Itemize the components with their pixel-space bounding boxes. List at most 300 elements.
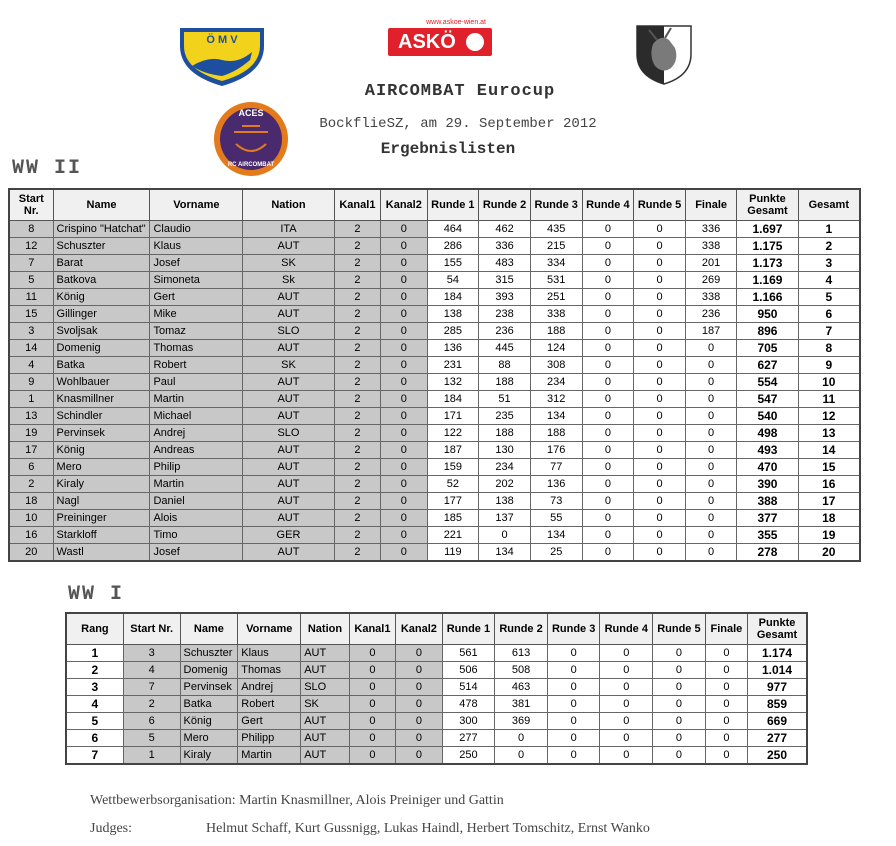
table-cell: AUT: [243, 510, 334, 527]
table-cell: 0: [547, 713, 600, 730]
table-cell: König: [53, 289, 150, 306]
table-row: [9, 510, 860, 527]
table-cell: 1.697: [737, 221, 798, 238]
table-cell: 251: [530, 289, 582, 306]
table-cell: 1: [66, 645, 123, 662]
oemv-logo: [178, 26, 266, 88]
table-cell: 0: [634, 510, 686, 527]
table-cell: AUT: [243, 408, 334, 425]
table-cell: 13: [798, 425, 860, 442]
table-cell: 547: [737, 391, 798, 408]
table-row: [66, 713, 807, 730]
table-cell: 0: [634, 357, 686, 374]
table-cell: 390: [737, 476, 798, 493]
table-cell: 2: [334, 272, 380, 289]
table-cell: Domenig: [180, 662, 238, 679]
table-cell: AUT: [243, 289, 334, 306]
table-cell: 338: [685, 289, 736, 306]
table-cell: 977: [748, 679, 807, 696]
col-rang: Rang: [66, 613, 123, 645]
table-cell: 234: [479, 459, 531, 476]
table-cell: Starkloff: [53, 527, 150, 544]
table-cell: 0: [634, 408, 686, 425]
table-cell: 0: [381, 527, 427, 544]
table-cell: 355: [737, 527, 798, 544]
table-cell: 627: [737, 357, 798, 374]
table-cell: 188: [479, 425, 531, 442]
table-cell: 2: [123, 696, 180, 713]
table-cell: 11: [798, 391, 860, 408]
table-cell: 1.174: [748, 645, 807, 662]
table-cell: 0: [685, 340, 736, 357]
table-cell: 0: [653, 662, 706, 679]
table-cell: 2: [334, 289, 380, 306]
ww1-results-table: [65, 612, 808, 765]
table-cell: 8: [9, 221, 53, 238]
table-cell: 201: [685, 255, 736, 272]
table-cell: 25: [530, 544, 582, 562]
table-cell: 0: [653, 645, 706, 662]
table-cell: 514: [442, 679, 495, 696]
table-cell: 221: [427, 527, 479, 544]
table-cell: 0: [381, 510, 427, 527]
col-gesamt: Gesamt: [798, 189, 860, 221]
table-cell: 470: [737, 459, 798, 476]
table-cell: 2: [334, 459, 380, 476]
table-cell: 2: [334, 340, 380, 357]
event-date: BockflieSZ, am 29. September 2012: [319, 116, 597, 132]
table-cell: 136: [427, 340, 479, 357]
table-cell: 2: [334, 476, 380, 493]
table-cell: 17: [9, 442, 53, 459]
table-cell: GER: [243, 527, 334, 544]
table-cell: AUT: [243, 238, 334, 255]
table-row: [9, 459, 860, 476]
table-cell: 4: [123, 662, 180, 679]
table-cell: AUT: [301, 662, 350, 679]
table-cell: 388: [737, 493, 798, 510]
table-cell: 0: [381, 238, 427, 255]
table-cell: 277: [748, 730, 807, 747]
table-cell: 0: [582, 391, 634, 408]
oemv-logo-text: Ö M V: [206, 34, 238, 46]
table-cell: 2: [334, 374, 380, 391]
table-cell: 0: [653, 747, 706, 765]
col-finale: Finale: [705, 613, 747, 645]
table-cell: 950: [737, 306, 798, 323]
table-cell: 0: [396, 730, 442, 747]
table-cell: 0: [495, 747, 548, 765]
table-cell: 0: [600, 696, 653, 713]
table-cell: Martin: [150, 476, 243, 493]
col-punkte-gesamt: Punkte Gesamt: [748, 613, 807, 645]
table-cell: 506: [442, 662, 495, 679]
table-cell: 0: [381, 459, 427, 476]
table-cell: 0: [349, 662, 395, 679]
table-cell: Batka: [180, 696, 238, 713]
table-cell: 531: [530, 272, 582, 289]
table-cell: 0: [381, 442, 427, 459]
table-cell: 0: [547, 696, 600, 713]
table-cell: 0: [634, 374, 686, 391]
table-cell: Knasmillner: [53, 391, 150, 408]
table-cell: 0: [381, 425, 427, 442]
table-cell: 0: [396, 713, 442, 730]
table-cell: 0: [634, 272, 686, 289]
table-cell: 250: [442, 747, 495, 765]
table-cell: Gert: [238, 713, 301, 730]
table-cell: 1.175: [737, 238, 798, 255]
table-row: [66, 730, 807, 747]
table-cell: 0: [381, 476, 427, 493]
table-cell: 0: [685, 544, 736, 562]
table-cell: Mero: [53, 459, 150, 476]
table-cell: 2: [334, 510, 380, 527]
table-cell: Martin: [150, 391, 243, 408]
table-cell: 0: [685, 459, 736, 476]
table-cell: 0: [381, 493, 427, 510]
table-cell: 88: [479, 357, 531, 374]
table-cell: 0: [685, 391, 736, 408]
table-cell: 0: [582, 340, 634, 357]
table-cell: 277: [442, 730, 495, 747]
table-cell: 0: [582, 374, 634, 391]
table-cell: 0: [381, 323, 427, 340]
table-cell: 7: [123, 679, 180, 696]
table-cell: 269: [685, 272, 736, 289]
table-cell: 52: [427, 476, 479, 493]
table-cell: 561: [442, 645, 495, 662]
table-row: [9, 238, 860, 255]
table-cell: 0: [634, 306, 686, 323]
table-row: [9, 476, 860, 493]
table-cell: 9: [798, 357, 860, 374]
table-cell: 0: [381, 357, 427, 374]
table-cell: 2: [334, 221, 380, 238]
table-cell: AUT: [243, 391, 334, 408]
table-cell: 8: [798, 340, 860, 357]
table-cell: 6: [798, 306, 860, 323]
table-cell: 6: [123, 713, 180, 730]
table-cell: 188: [479, 374, 531, 391]
table-cell: 0: [582, 357, 634, 374]
table-cell: 0: [381, 374, 427, 391]
table-cell: 445: [479, 340, 531, 357]
table-cell: Nagl: [53, 493, 150, 510]
table-cell: 300: [442, 713, 495, 730]
table-cell: 0: [685, 493, 736, 510]
table-cell: 4: [798, 272, 860, 289]
col-runde1: Runde 1: [427, 189, 479, 221]
table-cell: 286: [427, 238, 479, 255]
table-cell: 3: [123, 645, 180, 662]
table-cell: 17: [798, 493, 860, 510]
table-cell: SK: [301, 696, 350, 713]
table-cell: Preininger: [53, 510, 150, 527]
table-cell: Svoljsak: [53, 323, 150, 340]
table-cell: 0: [634, 238, 686, 255]
table-cell: 0: [600, 730, 653, 747]
col-runde5: Runde 5: [634, 189, 686, 221]
table-cell: SLO: [243, 425, 334, 442]
table-cell: 0: [582, 289, 634, 306]
table-cell: Martin: [238, 747, 301, 765]
table-cell: 0: [685, 408, 736, 425]
table-cell: 177: [427, 493, 479, 510]
table-cell: 77: [530, 459, 582, 476]
table-cell: 13: [9, 408, 53, 425]
table-cell: Andrej: [150, 425, 243, 442]
table-cell: 235: [479, 408, 531, 425]
table-cell: SK: [243, 357, 334, 374]
table-row: [66, 679, 807, 696]
col-name: Name: [53, 189, 150, 221]
table-cell: 0: [634, 459, 686, 476]
table-row: [9, 340, 860, 357]
table-cell: AUT: [243, 476, 334, 493]
askoe-url: www.askoe-wien.at: [426, 19, 486, 26]
table-row: [9, 408, 860, 425]
ww1-table-body: [66, 645, 807, 765]
table-cell: 0: [653, 679, 706, 696]
table-cell: 2: [334, 442, 380, 459]
table-cell: 0: [349, 730, 395, 747]
table-cell: 4: [66, 696, 123, 713]
table-cell: 0: [381, 289, 427, 306]
col-finale: Finale: [685, 189, 736, 221]
col-runde2: Runde 2: [495, 613, 548, 645]
table-cell: 20: [798, 544, 860, 562]
table-cell: Domenig: [53, 340, 150, 357]
table-cell: Gert: [150, 289, 243, 306]
table-cell: 184: [427, 391, 479, 408]
table-cell: König: [53, 442, 150, 459]
col-kanal1: Kanal1: [334, 189, 380, 221]
ww2-header-row: [9, 189, 860, 221]
table-cell: 0: [600, 747, 653, 765]
table-cell: 238: [479, 306, 531, 323]
table-cell: Thomas: [238, 662, 301, 679]
table-cell: AUT: [243, 493, 334, 510]
table-cell: 308: [530, 357, 582, 374]
table-cell: Mero: [180, 730, 238, 747]
table-cell: 7: [9, 255, 53, 272]
table-cell: 0: [685, 425, 736, 442]
table-cell: 0: [381, 544, 427, 562]
table-cell: 171: [427, 408, 479, 425]
table-cell: 1.173: [737, 255, 798, 272]
table-cell: Thomas: [150, 340, 243, 357]
table-cell: 18: [9, 493, 53, 510]
askoe-swoosh-icon: [466, 33, 484, 51]
table-cell: Josef: [150, 544, 243, 562]
table-cell: 2: [334, 323, 380, 340]
table-cell: 435: [530, 221, 582, 238]
table-row: [9, 272, 860, 289]
table-cell: 0: [582, 221, 634, 238]
col-runde4: Runde 4: [600, 613, 653, 645]
table-cell: Pervinsek: [180, 679, 238, 696]
table-row: [9, 374, 860, 391]
table-cell: 0: [582, 476, 634, 493]
table-cell: 2: [334, 255, 380, 272]
table-cell: 231: [427, 357, 479, 374]
table-cell: 0: [685, 510, 736, 527]
table-cell: Gillinger: [53, 306, 150, 323]
table-cell: AUT: [301, 713, 350, 730]
table-row: [66, 696, 807, 713]
table-cell: 73: [530, 493, 582, 510]
table-cell: 6: [66, 730, 123, 747]
table-cell: 0: [634, 289, 686, 306]
table-cell: 0: [582, 255, 634, 272]
table-cell: AUT: [301, 747, 350, 765]
table-cell: AUT: [243, 374, 334, 391]
table-cell: 0: [634, 255, 686, 272]
table-cell: 14: [9, 340, 53, 357]
judges-names: Helmut Schaff, Kurt Gussnigg, Lukas Haindl, Herbert Tomschitz, Ernst Wanko: [206, 821, 650, 836]
table-cell: AUT: [243, 306, 334, 323]
table-cell: SLO: [301, 679, 350, 696]
table-cell: 0: [396, 662, 442, 679]
table-cell: 1.014: [748, 662, 807, 679]
table-cell: 0: [582, 442, 634, 459]
col-start-nr: Start Nr.: [9, 189, 53, 221]
table-cell: Tomaz: [150, 323, 243, 340]
col-start-nr: Start Nr.: [123, 613, 180, 645]
table-cell: 234: [530, 374, 582, 391]
col-name: Name: [180, 613, 238, 645]
table-cell: 1.169: [737, 272, 798, 289]
table-cell: 508: [495, 662, 548, 679]
col-vorname: Vorname: [238, 613, 301, 645]
table-cell: 493: [737, 442, 798, 459]
table-cell: 336: [479, 238, 531, 255]
table-cell: 2: [334, 408, 380, 425]
table-cell: 554: [737, 374, 798, 391]
table-row: [9, 493, 860, 510]
table-row: [66, 747, 807, 765]
table-cell: 0: [705, 747, 747, 765]
table-cell: 122: [427, 425, 479, 442]
table-cell: 19: [9, 425, 53, 442]
table-cell: 377: [737, 510, 798, 527]
table-cell: 0: [634, 476, 686, 493]
table-cell: 176: [530, 442, 582, 459]
table-cell: 285: [427, 323, 479, 340]
table-row: [9, 357, 860, 374]
table-cell: 10: [798, 374, 860, 391]
table-cell: 0: [495, 730, 548, 747]
table-cell: Kiraly: [180, 747, 238, 765]
table-cell: 250: [748, 747, 807, 765]
table-cell: 187: [427, 442, 479, 459]
table-cell: 0: [582, 272, 634, 289]
ww1-section-title: WW I: [68, 583, 125, 606]
table-cell: 669: [748, 713, 807, 730]
table-cell: 5: [798, 289, 860, 306]
table-cell: 1.166: [737, 289, 798, 306]
table-row: [9, 391, 860, 408]
table-cell: 0: [349, 747, 395, 765]
table-cell: 0: [547, 662, 600, 679]
table-cell: 0: [653, 696, 706, 713]
col-kanal1: Kanal1: [349, 613, 395, 645]
table-cell: 132: [427, 374, 479, 391]
col-runde5: Runde 5: [653, 613, 706, 645]
table-cell: 215: [530, 238, 582, 255]
col-kanal2: Kanal2: [396, 613, 442, 645]
table-cell: 1: [9, 391, 53, 408]
table-cell: Wohlbauer: [53, 374, 150, 391]
table-row: [66, 645, 807, 662]
table-cell: 0: [547, 730, 600, 747]
table-cell: 0: [479, 527, 531, 544]
table-cell: 859: [748, 696, 807, 713]
table-cell: 119: [427, 544, 479, 562]
table-cell: 393: [479, 289, 531, 306]
table-cell: 4: [9, 357, 53, 374]
table-cell: Schindler: [53, 408, 150, 425]
table-cell: 369: [495, 713, 548, 730]
askoe-logo: [388, 18, 494, 60]
col-punkte-gesamt: Punkte Gesamt: [737, 189, 798, 221]
aces-logo-subtext: RC AIRCOMBAT: [227, 162, 275, 168]
table-cell: 0: [381, 340, 427, 357]
table-cell: 16: [798, 476, 860, 493]
table-cell: AUT: [301, 645, 350, 662]
table-cell: 2: [9, 476, 53, 493]
col-runde1: Runde 1: [442, 613, 495, 645]
table-cell: 14: [798, 442, 860, 459]
table-cell: 0: [582, 510, 634, 527]
table-cell: 483: [479, 255, 531, 272]
table-cell: 0: [349, 713, 395, 730]
table-cell: 0: [349, 679, 395, 696]
table-cell: König: [180, 713, 238, 730]
table-cell: 0: [634, 425, 686, 442]
table-cell: Schuszter: [53, 238, 150, 255]
table-cell: 12: [798, 408, 860, 425]
table-row: [9, 442, 860, 459]
table-cell: 2: [334, 306, 380, 323]
table-cell: 188: [530, 425, 582, 442]
table-cell: 478: [442, 696, 495, 713]
table-cell: 155: [427, 255, 479, 272]
col-runde3: Runde 3: [530, 189, 582, 221]
ww1-header-row: [66, 613, 807, 645]
table-cell: 2: [334, 425, 380, 442]
table-cell: Andrej: [238, 679, 301, 696]
table-cell: 16: [9, 527, 53, 544]
table-cell: 0: [705, 645, 747, 662]
table-cell: 0: [547, 645, 600, 662]
table-cell: 2: [334, 238, 380, 255]
table-cell: 55: [530, 510, 582, 527]
table-cell: 336: [685, 221, 736, 238]
table-cell: 0: [634, 391, 686, 408]
table-cell: 7: [66, 747, 123, 765]
table-cell: 0: [396, 679, 442, 696]
table-cell: Simoneta: [150, 272, 243, 289]
table-cell: Robert: [150, 357, 243, 374]
table-cell: 0: [600, 645, 653, 662]
table-cell: 705: [737, 340, 798, 357]
table-cell: 54: [427, 272, 479, 289]
table-cell: 0: [547, 679, 600, 696]
table-cell: 338: [530, 306, 582, 323]
table-cell: 0: [634, 323, 686, 340]
